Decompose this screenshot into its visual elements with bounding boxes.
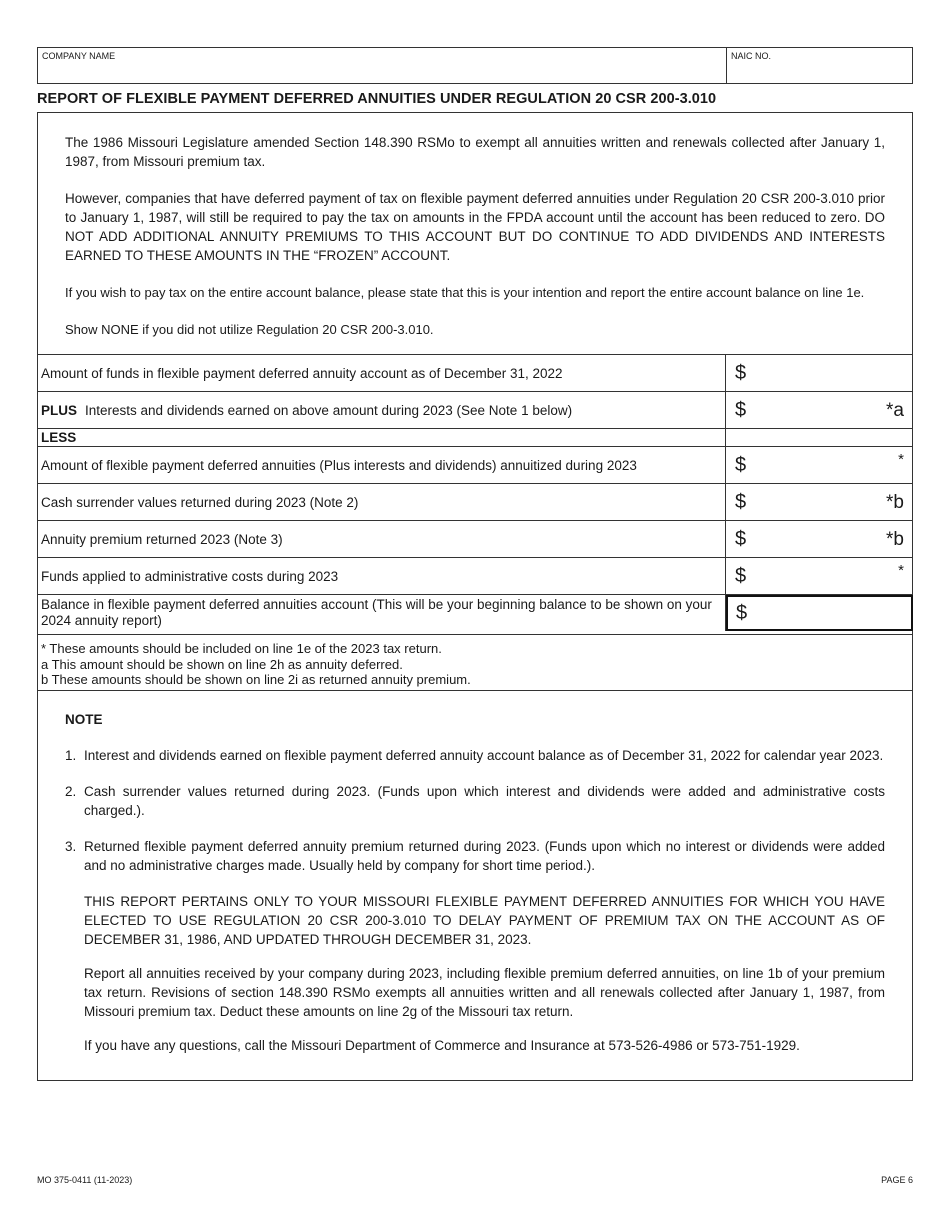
footnote-mark: *b — [886, 492, 904, 513]
dollar-sign: $ — [736, 602, 748, 624]
page-title: REPORT OF FLEXIBLE PAYMENT DEFERRED ANNUITIES UNDER REGULATION 20 CSR 200-3.010 — [37, 91, 717, 107]
note-number: 3. — [65, 839, 77, 854]
intro-paragraph-1: The 1986 Missouri Legislature amended Section 148.390 RSMo to exempt all annuities written and renewals collected after January 1, 1987, from Missouri premium tax. — [65, 135, 885, 169]
dollar-sign: $ — [735, 454, 747, 476]
intro-section — [38, 113, 912, 339]
table-row — [37, 557, 913, 594]
list-item — [65, 782, 885, 820]
footnote-mark: * — [898, 451, 904, 468]
list-item — [65, 837, 885, 875]
footnote-mark: * — [898, 562, 904, 579]
note-text: Interest and dividends earned on flexible payment deferred annuity account balance as of December 31, 2022 for calendar year 2023. — [84, 748, 884, 763]
table-row — [37, 594, 913, 631]
footnote-a: a This amount should be shown on line 2h as annuity deferred. — [41, 656, 403, 672]
report-box — [37, 112, 913, 1081]
dollar-sign: $ — [735, 362, 747, 384]
amount-field-premium-returned[interactable] — [726, 521, 913, 557]
footnote-mark: *b — [886, 529, 904, 550]
table-row — [37, 354, 913, 391]
amount-field-balance[interactable] — [726, 595, 913, 631]
note-text: Cash surrender values returned during 2023. (Funds upon which interest and dividends were added and administrative costs charged.). — [84, 784, 885, 818]
company-name-label: COMPANY NAME — [42, 51, 116, 61]
form-id: MO 375-0411 (11-2023) — [37, 1175, 133, 1185]
header-fields — [37, 47, 913, 84]
dollar-sign: $ — [735, 399, 747, 421]
amount-field-interest-dividends[interactable] — [726, 392, 913, 428]
amount-table — [37, 354, 913, 631]
report-instructions: Report all annuities received by your company during 2023, including flexible premium deferred annuities, on line 1b of your premium tax return. Revisions of section 148.390 RSMo exempts all annuities written and all renewals collected after January 1, 1987, from Missouri premium tax. Deduct these amounts on line 2g of the Missouri tax return. — [84, 966, 885, 1019]
dollar-sign: $ — [735, 565, 747, 587]
row-label: Funds applied to administrative costs during 2023 — [37, 558, 726, 594]
table-row — [37, 391, 913, 428]
row-label: Balance in flexible payment deferred annuities account (This will be your beginning balance to be shown on your 2024 annuity report) — [37, 595, 726, 631]
note-number: 2. — [65, 784, 77, 799]
row-label — [37, 392, 726, 428]
footnote-star: * These amounts should be included on line 1e of the 2023 tax return. — [41, 641, 442, 656]
dollar-sign: $ — [735, 491, 747, 513]
intro-paragraph-3: If you wish to pay tax on the entire account balance, please state that this is your intention and report the entire account balance on line 1e. — [65, 285, 865, 300]
less-row — [37, 428, 913, 446]
note-text: Returned flexible payment deferred annuity premium returned during 2023. (Funds upon which no interest or dividends were added and no administrative charges made. Usually held by company for short time period.). — [84, 839, 885, 873]
intro-paragraph-4: Show NONE if you did not utilize Regulation 20 CSR 200-3.010. — [65, 322, 434, 337]
row-label-text: Interests and dividends earned on above amount during 2023 (See Note 1 below) — [85, 402, 573, 418]
footnote-key — [37, 634, 913, 691]
company-name-field[interactable] — [38, 48, 727, 83]
amount-field-cash-surrender[interactable] — [726, 484, 913, 520]
row-label: Amount of funds in flexible payment deferred annuity account as of December 31, 2022 — [37, 355, 726, 391]
intro-paragraph-2: However, companies that have deferred payment of tax on flexible payment deferred annuities under Regulation 20 CSR 200-3.010 prior to January 1, 1987, will still be required to pay the tax on amounts in the FPDA account until the account has been reduced to zero. DO NOT ADD ADDITIONAL ANNUITY PREMIUMS TO THIS ACCOUNT BUT DO CONTINUE TO ADD DIVIDENDS AND INTERESTS EARNED TO THESE AMOUNTS IN THE “FROZEN” ACCOUNT. — [65, 191, 885, 263]
table-row — [37, 483, 913, 520]
naic-number-field[interactable] — [727, 48, 912, 83]
naic-number-label: NAIC NO. — [731, 51, 772, 61]
note-title: NOTE — [65, 712, 103, 727]
row-label: Amount of flexible payment deferred annuities (Plus interests and dividends) annuitized during 2023 — [37, 447, 726, 483]
amount-field-annuitized[interactable] — [726, 447, 913, 483]
notice-paragraph: THIS REPORT PERTAINS ONLY TO YOUR MISSOURI FLEXIBLE PAYMENT DEFERRED ANNUITIES FOR WHICH YOU HAVE ELECTED TO USE REGULATION 20 CSR 200-3.010 TO DELAY PAYMENT OF PREMIUM TAX ON THE ACCOUNT AS OF DECEMBER 31, 1986, AND UPDATED THROUGH DECEMBER 31, 2023. — [84, 894, 885, 947]
contact-info: If you have any questions, call the Missouri Department of Commerce and Insurance at 573-526-4986 or 573-751-1929. — [84, 1038, 800, 1053]
page-number: PAGE 6 — [881, 1175, 913, 1185]
list-item — [65, 746, 885, 765]
footnote-b: b These amounts should be shown on line 2i as returned annuity premium. — [41, 672, 471, 687]
footnote-mark: *a — [886, 400, 904, 421]
note-number: 1. — [65, 748, 77, 763]
dollar-sign: $ — [735, 528, 747, 550]
table-row — [37, 520, 913, 557]
row-label: Annuity premium returned 2023 (Note 3) — [37, 521, 726, 557]
table-row — [37, 446, 913, 483]
amount-field-funds-2022[interactable] — [726, 355, 913, 391]
notes-section — [65, 710, 885, 1070]
row-label: Cash surrender values returned during 2023 (Note 2) — [37, 484, 726, 520]
amount-field-admin-costs[interactable] — [726, 558, 913, 594]
less-label: LESS — [37, 429, 726, 446]
plus-label: PLUS — [41, 402, 78, 418]
